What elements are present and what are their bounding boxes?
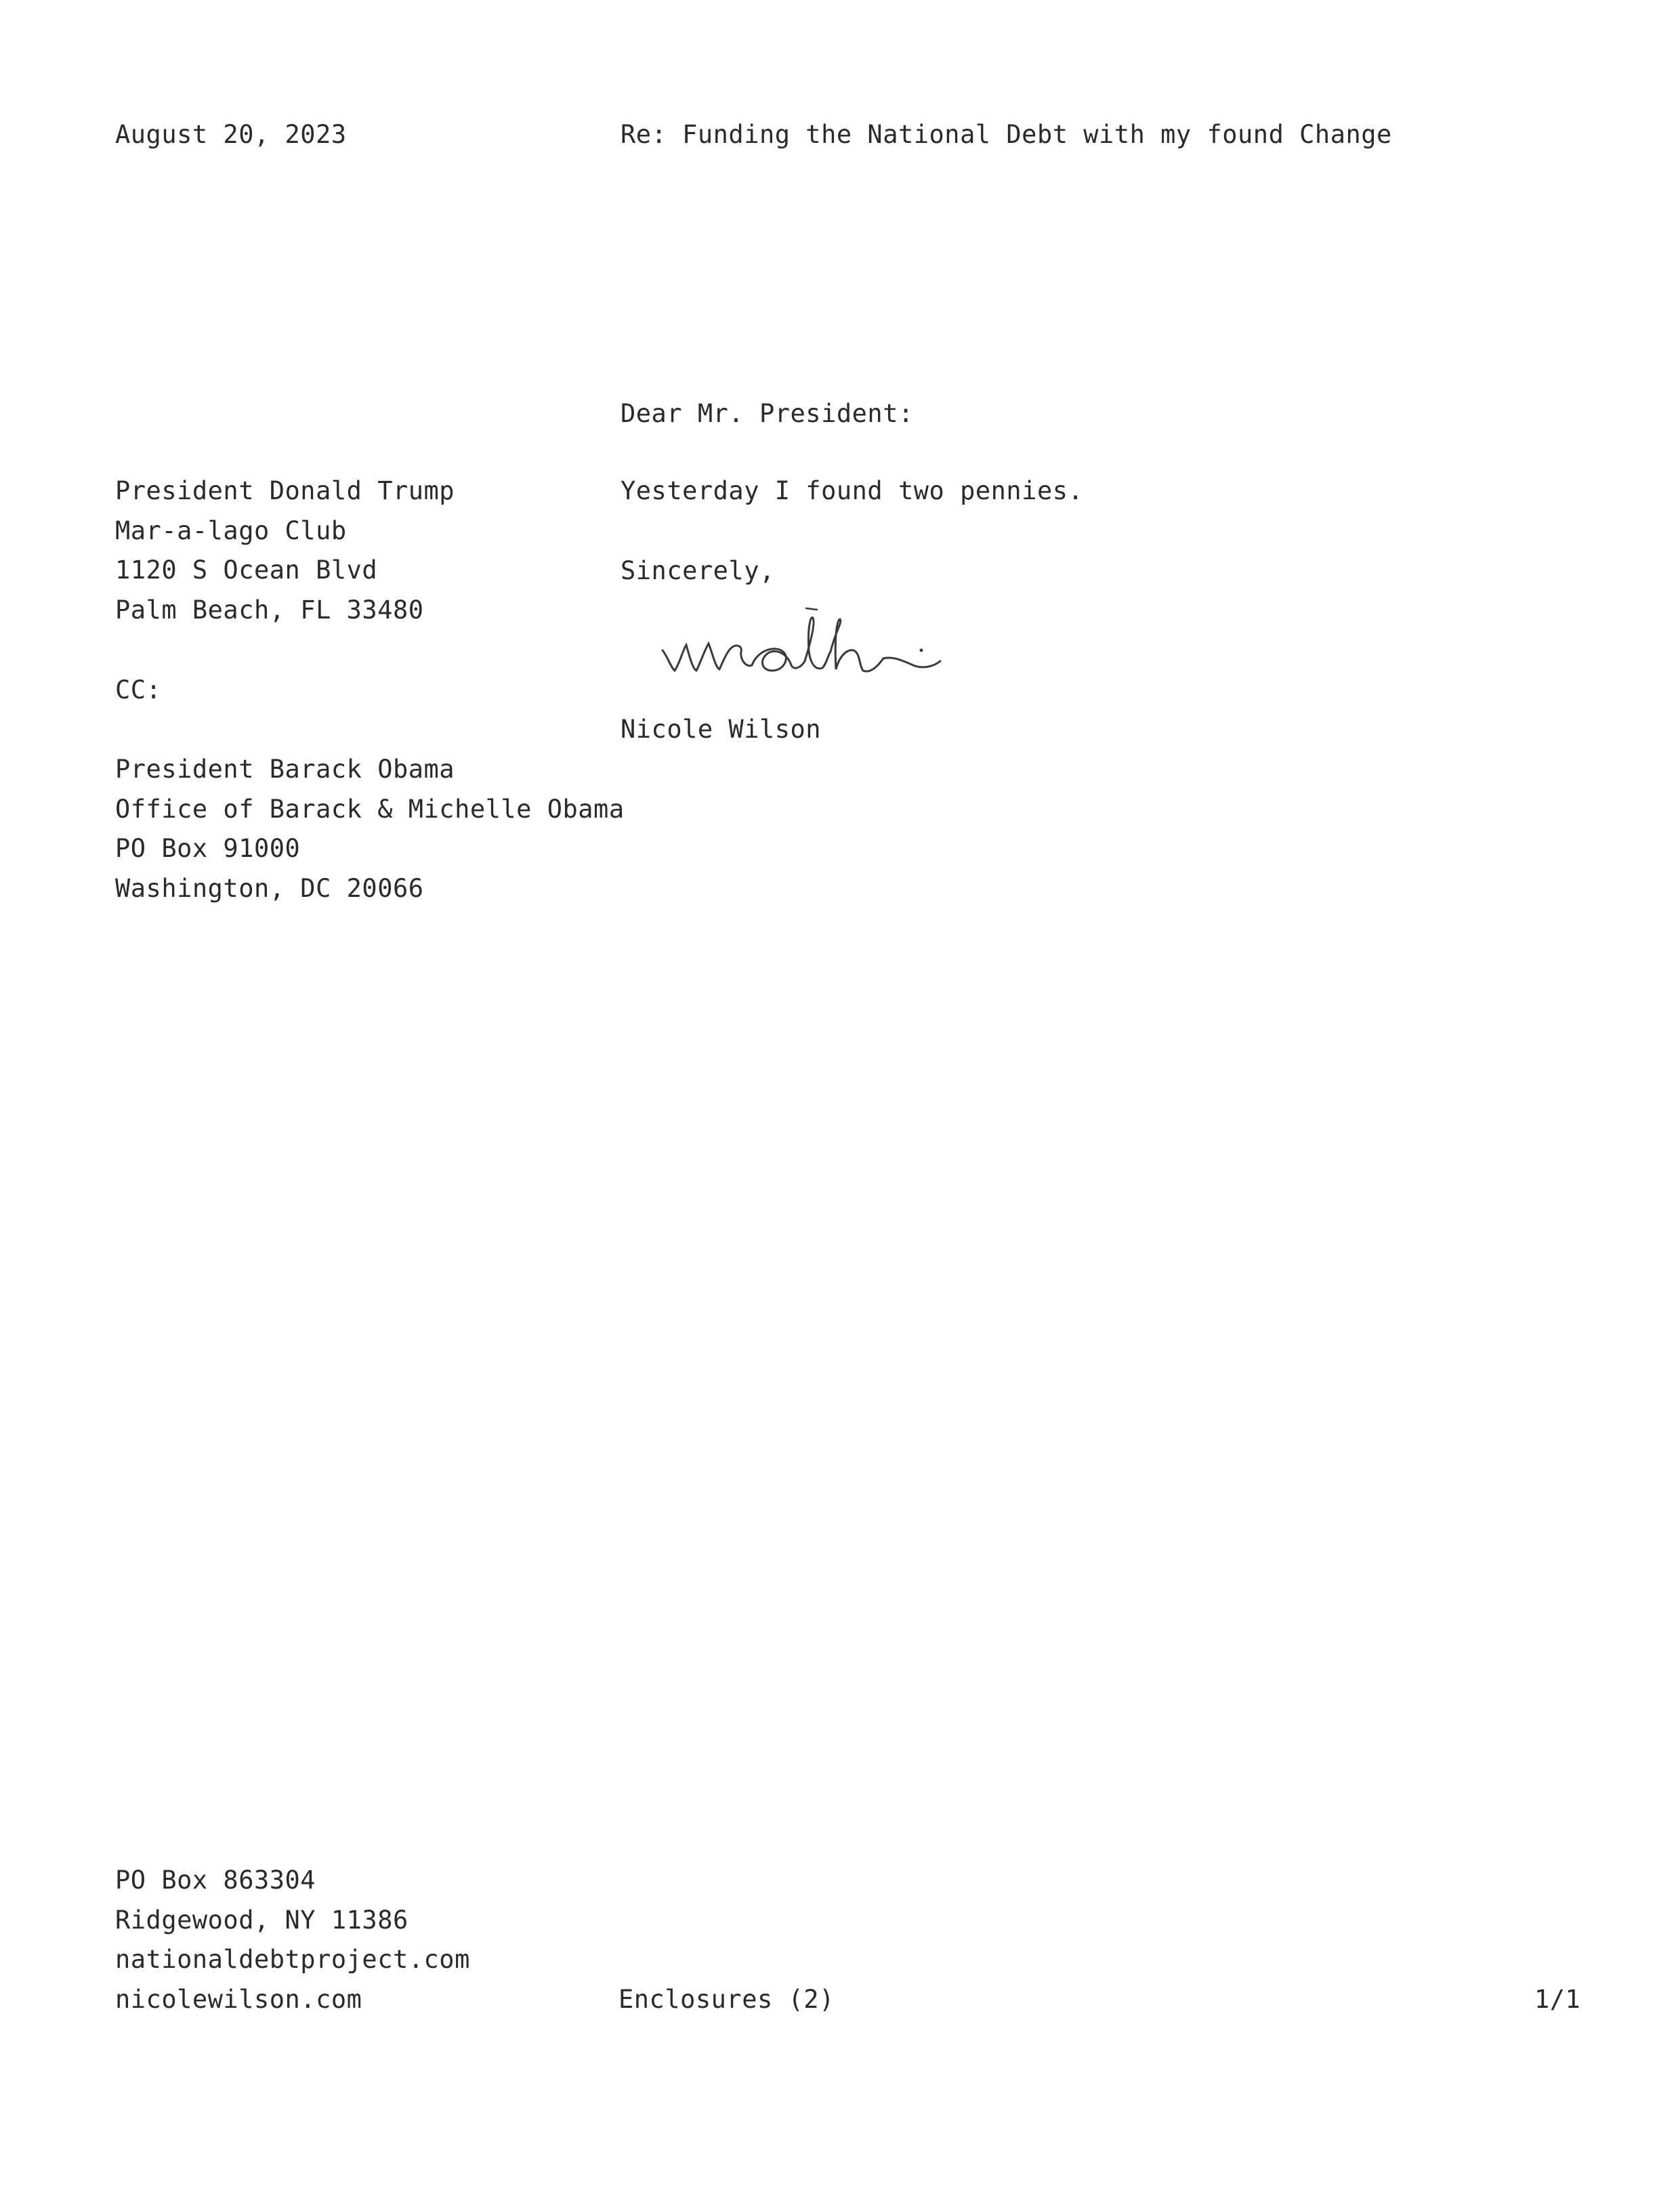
handwritten-signature [656, 603, 974, 698]
salutation: Dear Mr. President: [621, 399, 914, 428]
cc-recipient-line: PO Box 91000 [115, 834, 301, 863]
cc-recipient-line: Washington, DC 20066 [115, 873, 424, 903]
sender-footer-line: PO Box 863304 [115, 1866, 316, 1895]
recipient-line: 1120 S Ocean Blvd [115, 555, 378, 585]
recipient-line: Palm Beach, FL 33480 [115, 595, 424, 625]
page-number: 1/1 [1534, 1985, 1581, 2014]
enclosures-note: Enclosures (2) [618, 1985, 835, 2014]
letter-subject: Re: Funding the National Debt with my found Change [621, 120, 1392, 149]
letter-date: August 20, 2023 [115, 120, 347, 149]
cc-label: CC: [115, 675, 162, 704]
signature-name: Nicole Wilson [621, 715, 822, 744]
cc-recipient-address [115, 750, 625, 908]
recipient-address [115, 471, 455, 630]
sender-footer-line: Ridgewood, NY 11386 [115, 1905, 408, 1935]
cc-recipient-line: Office of Barack & Michelle Obama [115, 794, 625, 824]
sender-footer-line: nicolewilson.com [115, 1984, 362, 2014]
letter-body: Yesterday I found two pennies. [621, 476, 1084, 505]
recipient-line: Mar-a-lago Club [115, 516, 347, 545]
closing: Sincerely, [621, 556, 775, 585]
cc-recipient-line: President Barack Obama [115, 755, 455, 784]
sender-footer-line: nationaldebtproject.com [115, 1945, 470, 1974]
sender-footer [115, 1861, 470, 2019]
recipient-line: President Donald Trump [115, 476, 455, 505]
